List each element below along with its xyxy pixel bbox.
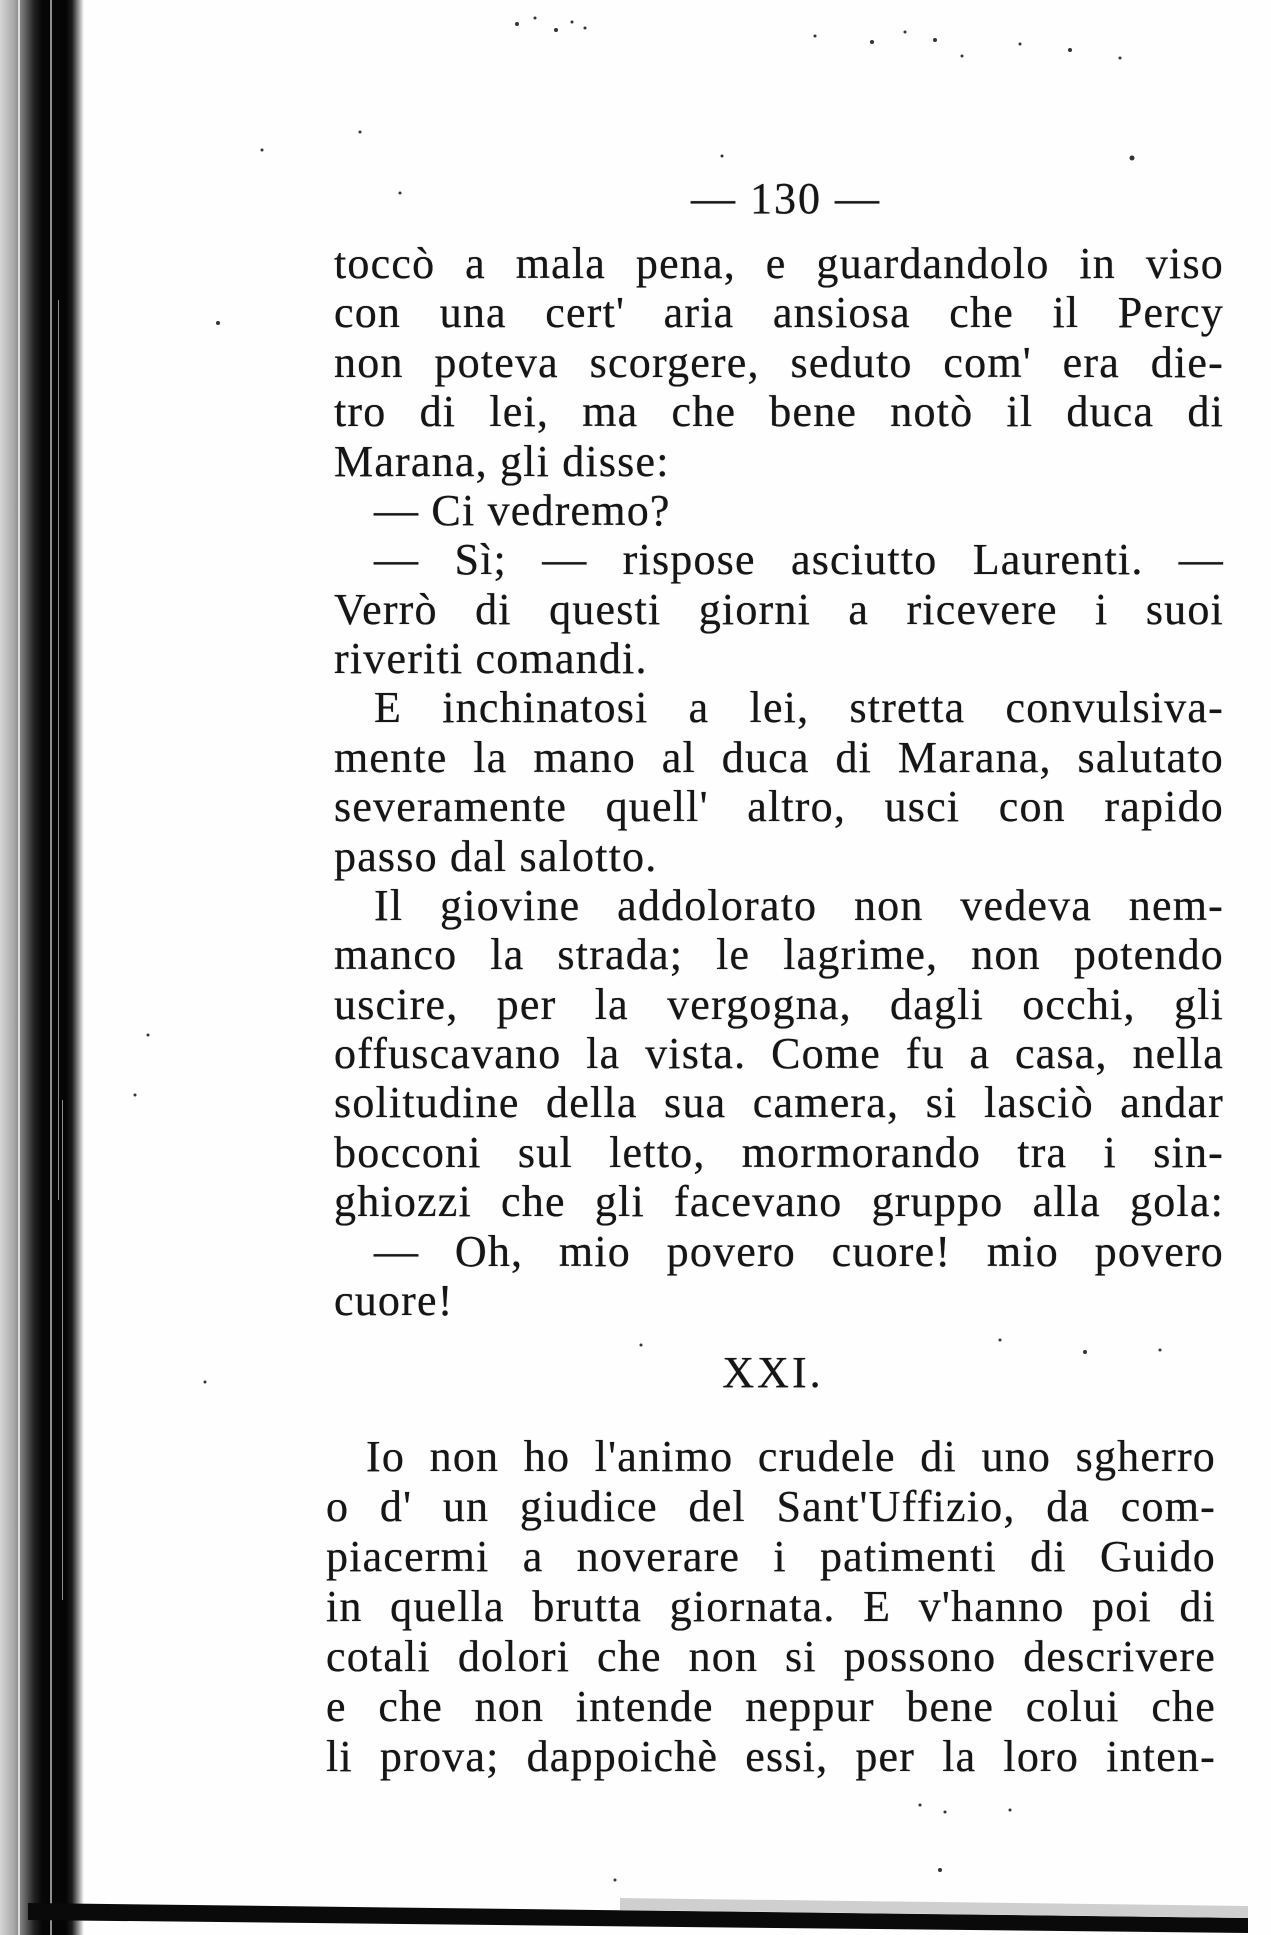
scan-speck — [261, 149, 264, 152]
scan-speck — [904, 31, 907, 34]
binding-shadow — [0, 0, 84, 1935]
text-line: tro di lei, ma che bene notò il duca di — [334, 387, 1224, 437]
chapter-text-block — [326, 1432, 1216, 1782]
scan-speck — [1068, 48, 1072, 52]
text-line: cuore! — [334, 1275, 454, 1325]
scan-speck — [640, 1344, 643, 1347]
text-line: in quella brutta giornata. E v'hanno poi di — [326, 1582, 1216, 1631]
scan-speck — [999, 1339, 1002, 1342]
scan-speck — [1119, 57, 1122, 60]
text-line: o d' un giudice del Sant'Uffizio, da com- — [326, 1482, 1216, 1531]
scan-speck — [938, 1868, 942, 1872]
scan-speck — [944, 1811, 947, 1814]
scan-speck — [147, 1034, 150, 1037]
text-line: riveriti comandi. — [334, 634, 648, 683]
scan-speck — [961, 55, 964, 58]
edge-streak — [62, 1100, 63, 1600]
text-line: Verrò di questi giorni a ricevere i suoi — [334, 584, 1224, 634]
scan-speck — [134, 1094, 137, 1097]
text-line: Marana, gli disse: — [334, 436, 670, 486]
scan-speck — [399, 192, 402, 195]
text-line: bocconi sul letto, mormorando tra i sin- — [334, 1127, 1224, 1177]
chapter-heading: XXI. — [722, 1348, 824, 1397]
edge-streak — [18, 0, 20, 1935]
scan-speck — [204, 1381, 207, 1384]
text-line: con una cert' aria ansiosa che il Percy — [334, 288, 1224, 338]
scan-speck — [721, 155, 724, 158]
scan-speck — [1130, 156, 1135, 161]
text-block-continued — [334, 239, 1224, 1325]
scan-speck — [870, 40, 874, 44]
edge-streak — [58, 300, 59, 1200]
dialogue-line: — Ci vedremo? — [374, 485, 671, 535]
text-line: cotali dolori che non si possono descrivere — [326, 1632, 1216, 1681]
scan-speck — [571, 21, 574, 24]
scan-speck — [584, 27, 587, 30]
text-line: uscire, per la vergogna, dagli occhi, gli — [334, 979, 1224, 1029]
text-line: li prova; dappoichè essi, per la loro inten- — [326, 1732, 1216, 1781]
scan-speck — [554, 28, 558, 32]
text-line: passo dal salotto. — [334, 831, 658, 881]
dialogue-line: — Oh, mio povero cuore! mio povero — [374, 1226, 1224, 1276]
text-line: Io non ho l'animo crudele di uno sgherro — [366, 1432, 1216, 1481]
text-line: e che non intende neppur bene colui che — [326, 1682, 1216, 1731]
scan-speck — [1083, 1350, 1087, 1354]
scan-speck — [534, 17, 537, 20]
text-line: Il giovine addolorato non vedeva nem- — [374, 880, 1224, 930]
bottom-edge-fade — [620, 1898, 1248, 1918]
scan-speck — [933, 38, 937, 42]
text-line: non poteva scorgere, seduto com' era die- — [334, 337, 1224, 387]
scan-speck — [359, 131, 362, 134]
text-line: toccò a mala pena, e guardandolo in viso — [334, 239, 1224, 288]
text-line: severamente quell' altro, usci con rapido — [334, 782, 1224, 832]
text-line: E inchinatosi a lei, stretta convulsiva- — [374, 683, 1224, 733]
scan-speck — [1159, 1349, 1162, 1352]
edge-streak — [50, 0, 52, 1935]
text-line: solitudine della sua camera, si lasciò andar — [334, 1078, 1224, 1128]
text-line: manco la strada; le lagrime, non potendo — [334, 930, 1224, 980]
text-line: offuscavano la vista. Come fu a casa, nella — [334, 1029, 1224, 1078]
text-line: piacermi a noverare i patimenti di Guido — [326, 1532, 1216, 1581]
text-line: mente la mano al duca di Marana, salutato — [334, 732, 1224, 782]
bottom-edge-shadow — [28, 1903, 1248, 1933]
text-line: ghiozzi che gli facevano gruppo alla gola: — [334, 1177, 1224, 1227]
scan-speck — [814, 35, 817, 38]
scan-speck — [216, 321, 220, 325]
dialogue-line: — Sì; — rispose asciutto Laurenti. — — [374, 535, 1224, 585]
scan-speck — [1019, 43, 1022, 46]
scan-speck — [1009, 1809, 1012, 1812]
scan-speck — [515, 22, 519, 26]
scan-speck — [614, 1879, 617, 1882]
scan-speck — [919, 1804, 922, 1807]
page-number: — 130 — — [691, 174, 881, 223]
